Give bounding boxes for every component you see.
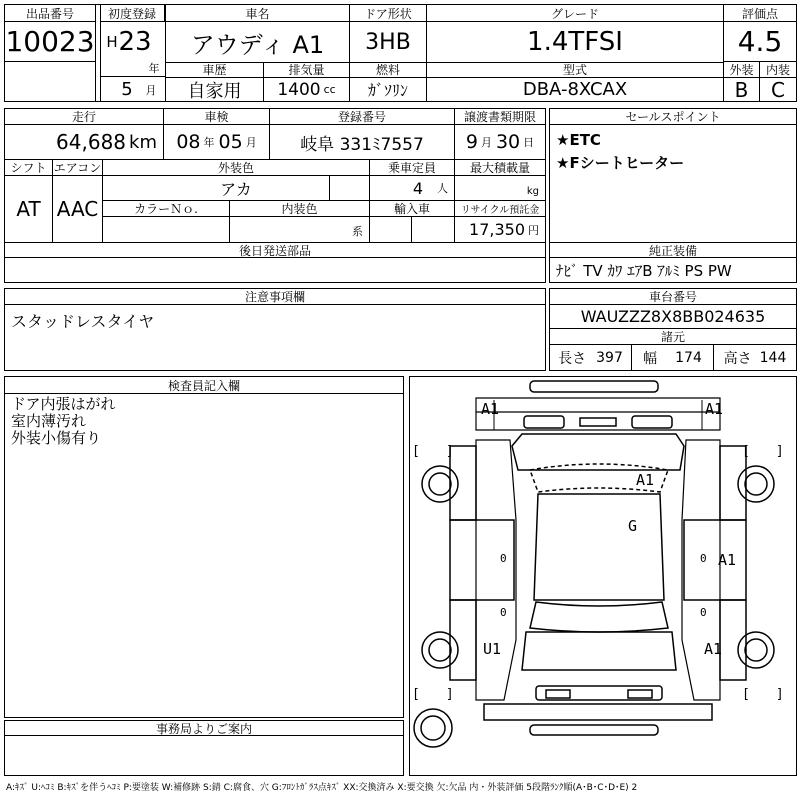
specs-width	[632, 345, 714, 370]
bracket-rear-right: [ ]	[742, 687, 784, 702]
transfer-month: 9	[465, 131, 478, 153]
inspection-year: 08	[176, 131, 201, 153]
exterior-color-value: アカ	[103, 176, 330, 200]
bracket-front-left: [ ]	[412, 444, 454, 459]
max-load-cell	[455, 176, 545, 200]
bracket-rear-left: [ ]	[412, 687, 454, 702]
inspector-header: 検査員記入欄	[5, 377, 403, 394]
mileage-header: 走行	[5, 109, 164, 125]
genuine-equipment-header: 純正装備	[550, 243, 796, 258]
exterior-color-header: 外装色	[103, 160, 370, 176]
car-diagram	[410, 377, 796, 775]
damage-right-rear: A1	[704, 640, 723, 658]
office-header: 事務局よりご案内	[5, 721, 403, 736]
specs-height-value: 144	[759, 349, 787, 366]
damage-left-rear: U1	[483, 640, 502, 658]
recycle-value: 17,350	[469, 220, 525, 239]
displacement-unit: cc	[323, 83, 336, 96]
mileage-unit: km	[129, 131, 157, 153]
plate-value: 岐阜 331ﾐ7557	[270, 125, 455, 159]
import-cell-b	[412, 217, 455, 242]
exterior-color-extra	[330, 176, 370, 200]
specs-length-value: 397	[596, 349, 623, 366]
chassis-value: WAUZZZ8X8BB024635	[550, 305, 796, 329]
notes-value: スタッドレスタイヤ	[11, 312, 155, 331]
interior-color-header: 内装色	[230, 201, 370, 217]
capacity-value: 4	[412, 178, 423, 198]
recycle-unit: 円	[528, 223, 539, 237]
int-score-header: 内装	[760, 62, 796, 78]
grade-value: 1.4TFSI	[427, 22, 724, 62]
history-header: 車歴	[166, 62, 264, 78]
specs-header: 諸元	[550, 329, 796, 345]
damage-hood: A1	[636, 471, 655, 489]
interior-color-unit: 系	[352, 225, 363, 238]
ext-score-header: 外装	[724, 62, 760, 78]
recycle-header: リサイクル預託金	[455, 201, 545, 217]
capacity-cell	[370, 176, 455, 200]
damage-right-door: A1	[718, 551, 737, 569]
specs-length-label: 長さ	[558, 350, 587, 367]
damage-front-right: A1	[705, 400, 724, 418]
transfer-cell	[455, 125, 545, 159]
specs-width-value: 174	[675, 349, 702, 366]
interior-color-cell	[230, 217, 370, 242]
transfer-month-unit: 月	[480, 136, 492, 149]
office-value	[5, 736, 403, 775]
shift-header: シフト	[5, 160, 53, 176]
genuine-equipment-value: ﾅﾋﾞ TV ｶﾜ ｴｱB ｱﾙﾐ PS PW	[556, 261, 732, 280]
inspection-month-unit: 月	[245, 136, 257, 149]
zero-mark-right-rear: 0	[700, 606, 707, 619]
bracket-front-right: [ ]	[742, 444, 784, 459]
transfer-day: 30	[495, 131, 521, 153]
specs-width-label: 幅	[643, 350, 658, 367]
later-parts-value	[5, 258, 545, 282]
damage-front-left: A1	[481, 400, 500, 418]
inspection-month: 05	[218, 131, 243, 153]
import-cell-a	[370, 217, 412, 242]
color-no-header: カラーＮｏ.	[103, 201, 230, 217]
lot-blank	[5, 62, 96, 101]
score-header: 評価点	[724, 5, 796, 22]
model-code-value: DBA-8XCAX	[427, 78, 724, 101]
transfer-day-unit: 日	[523, 136, 535, 149]
first-reg-era: H	[106, 33, 118, 51]
zero-mark-left-front: 0	[500, 552, 507, 565]
import-header: 輸入車	[370, 201, 455, 217]
displacement-header: 排気量	[264, 62, 350, 78]
first-reg-month: 5	[121, 78, 133, 100]
displacement-value: 1400	[277, 79, 321, 100]
zero-mark-left-rear: 0	[500, 606, 507, 619]
lot-header: 出品番号	[5, 5, 96, 22]
aircon-value: AAC	[53, 176, 103, 242]
specs-length	[550, 345, 632, 370]
color-no-value	[103, 217, 230, 242]
score-value: 4.5	[724, 22, 796, 62]
damage-roof: G	[628, 517, 638, 535]
mileage-value: 64,688	[56, 130, 127, 154]
specs-height	[714, 345, 796, 370]
capacity-header: 乗車定員	[370, 160, 455, 176]
transfer-header: 譲渡書類期限	[455, 109, 545, 125]
sales-points-header: セールスポイント	[550, 109, 796, 125]
specs-height-label: 高さ	[723, 350, 752, 367]
lot-number: 10023	[5, 22, 96, 62]
first-reg-divider	[101, 76, 165, 77]
mileage-cell	[5, 125, 164, 159]
first-reg-month-unit: 月	[145, 84, 157, 97]
chassis-header: 車台番号	[550, 289, 796, 305]
inspection-header: 車検	[164, 109, 270, 125]
fuel-value: ｶﾞｿﾘﾝ	[350, 78, 427, 101]
car-name: アウディ A1	[166, 22, 350, 62]
aircon-header: エアコン	[53, 161, 102, 175]
max-load-header: 最大積載量	[455, 160, 545, 176]
notes-header: 注意事項欄	[5, 289, 545, 305]
shift-value: AT	[5, 176, 53, 242]
capacity-unit: 人	[437, 182, 448, 195]
car-name-header: 車名	[166, 5, 350, 22]
max-load-unit: kg	[526, 186, 539, 197]
first-reg-year: 23	[118, 27, 152, 57]
inspector-notes: ドア内張はがれ 室内薄汚れ 外装小傷有り	[11, 395, 116, 447]
plate-header: 登録番号	[270, 109, 455, 125]
first-reg-year-unit: 年	[148, 62, 160, 75]
sales-point-2: ★Fシートヒーター	[556, 153, 685, 172]
recycle-cell	[455, 217, 545, 242]
model-code-header: 型式	[427, 62, 724, 78]
inspection-year-unit: 年	[203, 136, 215, 149]
zero-mark-right-front: 0	[700, 552, 707, 565]
displacement-cell	[264, 78, 350, 101]
inspection-cell	[164, 125, 270, 159]
ext-score-value: B	[724, 78, 760, 101]
door-value: 3HB	[350, 22, 427, 62]
legend-text: A:ｷｽﾞ U:ﾍｺﾐ B:ｷｽﾞを伴うﾍｺﾐ P:要塗装 W:補修跡 S:錆 C:腐食、穴 G:ﾌﾛﾝﾄｶﾞﾗｽ点ｷｽﾞ XX:交換済み X:要交換 欠:欠品 内・外装評価 5段階ﾗﾝｸ順(A･B･C･D･E) 2	[6, 783, 638, 793]
history-value: 自家用	[166, 78, 264, 101]
later-parts-header: 後日発送部品	[5, 243, 545, 258]
grade-header: グレード	[427, 5, 724, 22]
sales-point-1: ★ETC	[556, 131, 601, 149]
int-score-value: C	[771, 78, 785, 101]
door-header: ドア形状	[350, 5, 427, 22]
fuel-header: 燃料	[350, 62, 427, 78]
first-reg-header: 初度登録	[100, 5, 165, 22]
